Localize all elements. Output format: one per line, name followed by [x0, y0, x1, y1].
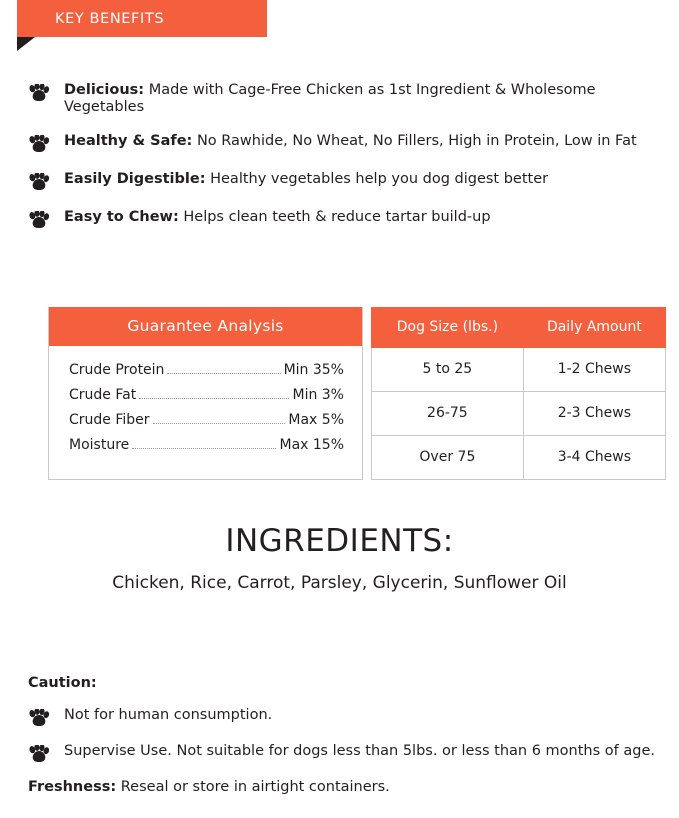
list-item: [28, 209, 668, 229]
table-row: [69, 412, 344, 428]
cell-daily-amount: 3-4 Chews: [523, 436, 665, 480]
list-item: [28, 707, 673, 727]
guarantee-analysis-table: [48, 307, 363, 480]
paw-print-icon: [28, 709, 50, 727]
table-row: [372, 436, 666, 480]
paw-print-icon: [28, 84, 50, 102]
nutrient-value: Max 5%: [288, 412, 344, 428]
dot-leader: [167, 373, 280, 374]
caution-label: Caution:: [28, 675, 97, 691]
nutrient-value: Min 3%: [292, 387, 344, 403]
caution-text: Supervise Use. Not suitable for dogs less than 5lbs. or less than 6 months of age.: [64, 743, 655, 759]
table-row: [372, 348, 666, 392]
list-item: [28, 82, 668, 115]
benefit-text: [64, 209, 491, 226]
tables-section: [48, 307, 666, 480]
benefit-body: Made with Cage-Free Chicken as 1st Ingredient & Wholesome Vegetables: [64, 82, 596, 115]
benefits-list: [28, 82, 668, 247]
benefit-body: No Rawhide, No Wheat, No Fillers, High in Protein, Low in Fat: [192, 133, 637, 150]
benefit-body: Healthy vegetables help you dog digest better: [205, 171, 549, 188]
feeding-guide-table: [371, 307, 666, 480]
banner-bar: [17, 0, 267, 37]
column-header-dog-size: Dog Size (lbs.): [372, 308, 524, 348]
cell-daily-amount: 1-2 Chews: [523, 348, 665, 392]
dot-leader: [132, 448, 276, 449]
benefit-label: Healthy & Safe:: [64, 133, 193, 150]
nutrient-value: Min 35%: [283, 362, 344, 378]
cell-dog-size: 26-75: [372, 392, 524, 436]
freshness-text: Reseal or store in airtight containers.: [116, 779, 390, 795]
cell-daily-amount: 2-3 Chews: [523, 392, 665, 436]
nutrient-label: Crude Fat: [69, 387, 137, 403]
table-row: [69, 437, 344, 453]
nutrient-label: Crude Fiber: [69, 412, 150, 428]
list-item: [28, 171, 668, 191]
ingredients-title: INGREDIENTS:: [225, 523, 454, 559]
benefit-body: Helps clean teeth & reduce tartar build-up: [178, 209, 491, 226]
dot-leader: [153, 423, 286, 424]
dot-leader: [139, 398, 289, 399]
guarantee-analysis-body: [49, 346, 362, 473]
table-row: [69, 387, 344, 403]
list-item: [28, 743, 673, 763]
ingredients-list: Chicken, Rice, Carrot, Parsley, Glycerin, Sunflower Oil: [112, 573, 567, 593]
guarantee-analysis-header: Guarantee Analysis: [49, 307, 362, 346]
caution-text: Not for human consumption.: [64, 707, 273, 723]
benefit-text: [64, 171, 548, 188]
caution-section: [28, 675, 673, 795]
banner-fold-decoration: [17, 37, 35, 51]
cell-dog-size: Over 75: [372, 436, 524, 480]
freshness-note: [28, 779, 673, 795]
paw-print-icon: [28, 211, 50, 229]
nutrient-label: Moisture: [69, 437, 130, 453]
cell-dog-size: 5 to 25: [372, 348, 524, 392]
table-row: [372, 392, 666, 436]
benefit-label: Delicious:: [64, 82, 145, 98]
table-row: [69, 362, 344, 378]
paw-print-icon: [28, 173, 50, 191]
banner-title: KEY BENEFITS: [55, 10, 165, 27]
nutrient-value: Max 15%: [279, 437, 344, 453]
paw-print-icon: [28, 135, 50, 153]
freshness-label: Freshness:: [28, 779, 117, 795]
benefit-label: Easy to Chew:: [64, 209, 179, 226]
paw-print-icon: [28, 745, 50, 763]
benefit-text: [64, 82, 668, 115]
table-header-row: [372, 308, 666, 348]
nutrient-label: Crude Protein: [69, 362, 165, 378]
list-item: [28, 133, 668, 153]
key-benefits-banner: [17, 0, 267, 51]
ingredients-section: [0, 523, 679, 593]
benefit-text: [64, 133, 637, 150]
benefit-label: Easily Digestible:: [64, 171, 206, 188]
column-header-daily-amount: Daily Amount: [523, 308, 665, 348]
